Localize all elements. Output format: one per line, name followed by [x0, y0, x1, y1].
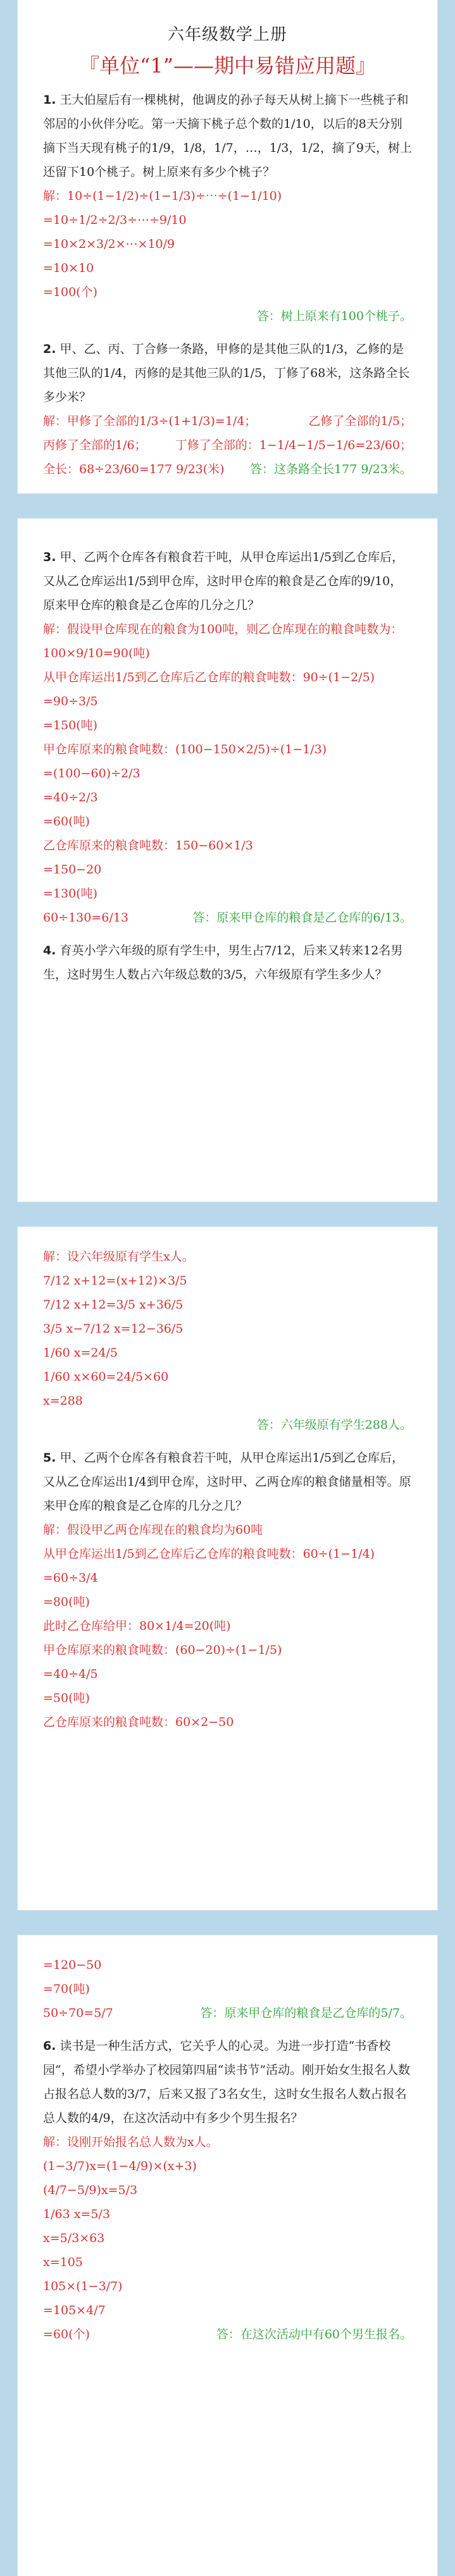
solution-line: 此时乙仓库给甲：80×1/4=20(吨): [43, 1619, 231, 1633]
solution-line: =130(吨): [43, 887, 98, 901]
page-3: [18, 1227, 437, 1910]
solution-line: 7/12 x+12=(x+12)×3/5: [43, 1274, 187, 1288]
solution-row: [43, 457, 412, 481]
solution-line: 乙仓库原来的粮食吨数：150−60×1/3: [43, 839, 253, 853]
solution-line: =10÷1/2÷2/3÷⋯÷9/10: [43, 213, 187, 227]
solution-line: =120−50: [43, 1958, 102, 1972]
solution-line: 丙修了全部的1/6；: [43, 438, 147, 452]
question-number: 1.: [43, 93, 56, 107]
solution-line: x=105: [43, 2255, 83, 2269]
solution-line: 从甲仓库运出1/5到乙仓库后乙仓库的粮食吨数：60÷(1−1/4): [43, 1547, 375, 1561]
question-number: 3.: [43, 550, 56, 564]
solution-line: 从甲仓库运出1/5到乙仓库后乙仓库的粮食吨数：90÷(1−2/5): [43, 670, 375, 684]
solution-3: [43, 617, 412, 930]
question-6: [43, 2034, 412, 2130]
solution-line: 7/12 x+12=3/5 x+36/5: [43, 1298, 184, 1312]
solution-line: 解：设刚开始报名总人数为x人。: [43, 2135, 218, 2149]
solution-line: 甲仓库原来的粮食吨数：(100−150×2/5)÷(1−1/3): [43, 743, 327, 756]
solution-line: 解：假设甲仓库现在的粮食为100吨，则乙仓库现在的粮食吨数为：100×9/10=90(吨): [43, 622, 403, 660]
solution-row: [43, 906, 412, 930]
solution-line: =10×2×3/2×⋯×10/9: [43, 237, 175, 251]
question-5: [43, 1446, 412, 1518]
question-number: 6.: [43, 2039, 56, 2053]
solution-line: 解：10÷(1−1/2)÷(1−1/3)÷⋯÷(1−1/10): [43, 189, 282, 203]
solution-line: =50(吨): [43, 1691, 90, 1705]
solution-line: 1/63 x=5/3: [43, 2207, 110, 2221]
solution-line: =60(吨): [43, 815, 90, 829]
solution-line: =(100−60)÷2/3: [43, 767, 140, 780]
solution-line: =80(吨): [43, 1595, 90, 1609]
answer-6: 答：在这次活动中有60个男生报名。: [216, 2327, 412, 2341]
question-number: 2.: [43, 342, 56, 356]
question-text: 育英小学六年级的原有学生中，男生占7/12，后来又转来12名男生，这时男生人数占六年级总数的3/5，六年级原有学生多少人？: [43, 944, 403, 982]
solution-line: =40÷4/5: [43, 1667, 98, 1681]
solution-line: 3/5 x−7/12 x=12−36/5: [43, 1322, 184, 1336]
solution-line: =10×10: [43, 261, 94, 275]
solution-line: =40÷2/3: [43, 791, 98, 804]
solution-line: =150(吨): [43, 718, 98, 732]
solution-line: =60÷3/4: [43, 1571, 98, 1585]
solution-line: 60÷130=6/13: [43, 911, 128, 925]
answer-3: 答：原来甲仓库的粮食是乙仓库的6/13。: [192, 911, 412, 925]
solution-line: 解：假设甲乙两仓库现在的粮食均为60吨: [43, 1523, 263, 1537]
question-1: [43, 88, 412, 184]
solution-line: 丁修了全部的：1−1/4−1/5−1/6=23/60；: [175, 438, 412, 452]
solution-line: 乙修了全部的1/5；: [308, 414, 412, 428]
question-number: 4.: [43, 944, 56, 958]
solution-row: [43, 2322, 412, 2346]
question-4: [43, 939, 412, 987]
question-text: 甲、乙、丙、丁合修一条路，甲修的是其他三队的1/3，乙修的是其他三队的1/4，丙修的是其他三队的1/5，丁修了68米，这条路全长多少米？: [43, 342, 410, 404]
answer-1: 答：树上原来有100个桃子。: [256, 309, 412, 323]
solution-line: =105×4/7: [43, 2303, 106, 2317]
solution-line: =70(吨): [43, 1982, 90, 1996]
answer-2: 答：这条路全长177 9/23米。: [250, 462, 412, 476]
question-text: 读书是一种生活方式，它关乎人的心灵。为进一步打造“书香校园”，希望小学举办了校园第四届“读书节”活动。刚开始女生报名人数占报名总人数的3/7，后来又报了3名女生，这时女生报名人数占报名总人数的4/9，在这次活动中有多少个男生报名？: [43, 2039, 411, 2125]
solution-line: =150−20: [43, 863, 102, 877]
solution-line: 乙仓库原来的粮食吨数：60×2−50: [43, 1715, 234, 1729]
solution-4: [43, 1245, 412, 1413]
solution-1: [43, 184, 412, 304]
solution-line: (4/7−5/9)x=5/3: [43, 2183, 138, 2197]
solution-row: [43, 2001, 412, 2025]
solution-line: 1/60 x×60=24/5×60: [43, 1370, 169, 1384]
solution-line: 1/60 x=24/5: [43, 1346, 118, 1360]
solution-line: 甲仓库原来的粮食吨数：(60−20)÷(1−1/5): [43, 1643, 282, 1657]
solution-line: 解：设六年级原有学生x人。: [43, 1250, 194, 1264]
answer-4: 答：六年级原有学生288人。: [256, 1418, 412, 1432]
solution-6: [43, 2130, 412, 2346]
topic-title: 『单位“1”——期中易错应用题』: [78, 54, 377, 78]
question-text: 甲、乙两个仓库各有粮食若干吨，从甲仓库运出1/5到乙仓库后，又从乙仓库运出1/4到甲仓库，这时甲、乙两仓库的粮食储量相等。原来甲仓库的粮食是乙仓库的几分之几？: [43, 1451, 411, 1513]
solution-line: 105×(1−3/7): [43, 2279, 123, 2293]
answer-5: 答：原来甲仓库的粮食是乙仓库的5/7。: [200, 2006, 412, 2020]
solution-row: [43, 409, 412, 433]
page-2: [18, 519, 437, 1202]
solution-line: 解：甲修了全部的1/3÷(1+1/3)=1/4；: [43, 414, 257, 428]
question-3: [43, 545, 412, 617]
grade-title: 六年级数学上册: [167, 25, 287, 44]
question-text: 甲、乙两个仓库各有粮食若干吨，从甲仓库运出1/5到乙仓库后，又从乙仓库运出1/5到甲仓库，这时甲仓库的粮食是乙仓库的9/10，原来甲仓库的粮食是乙仓库的几分之几？: [43, 550, 404, 612]
solution-line: x=5/3×63: [43, 2231, 105, 2245]
solution-line: =100(个): [43, 285, 98, 299]
solution-line: 50÷70=5/7: [43, 2006, 113, 2020]
question-2: [43, 337, 412, 409]
solution-row: [43, 433, 412, 457]
solution-5: [43, 1518, 412, 1734]
question-number: 5.: [43, 1451, 56, 1465]
page-1: [18, 0, 437, 493]
question-text: 王大伯屋后有一棵桃树，他调皮的孙子每天从树上摘下一些桃子和邻居的小伙伴分吃。第一天摘下桃子总个数的1/10，以后的8天分别摘下当天现有桃子的1/9，1/8，1/7，…，1/3，1/2，摘了9天，树上还留下10个桃子。树上原来有多少个桃子？: [43, 93, 412, 179]
solution-line: =90÷3/5: [43, 694, 98, 708]
solution-line: =60(个): [43, 2327, 90, 2341]
solution-line: (1−3/7)x=(1−4/9)×(x+3): [43, 2159, 197, 2173]
solution-line: 全长：68÷23/60=177 9/23(米): [43, 462, 225, 476]
solution-line: x=288: [43, 1394, 83, 1408]
page-4: [18, 1935, 437, 2576]
